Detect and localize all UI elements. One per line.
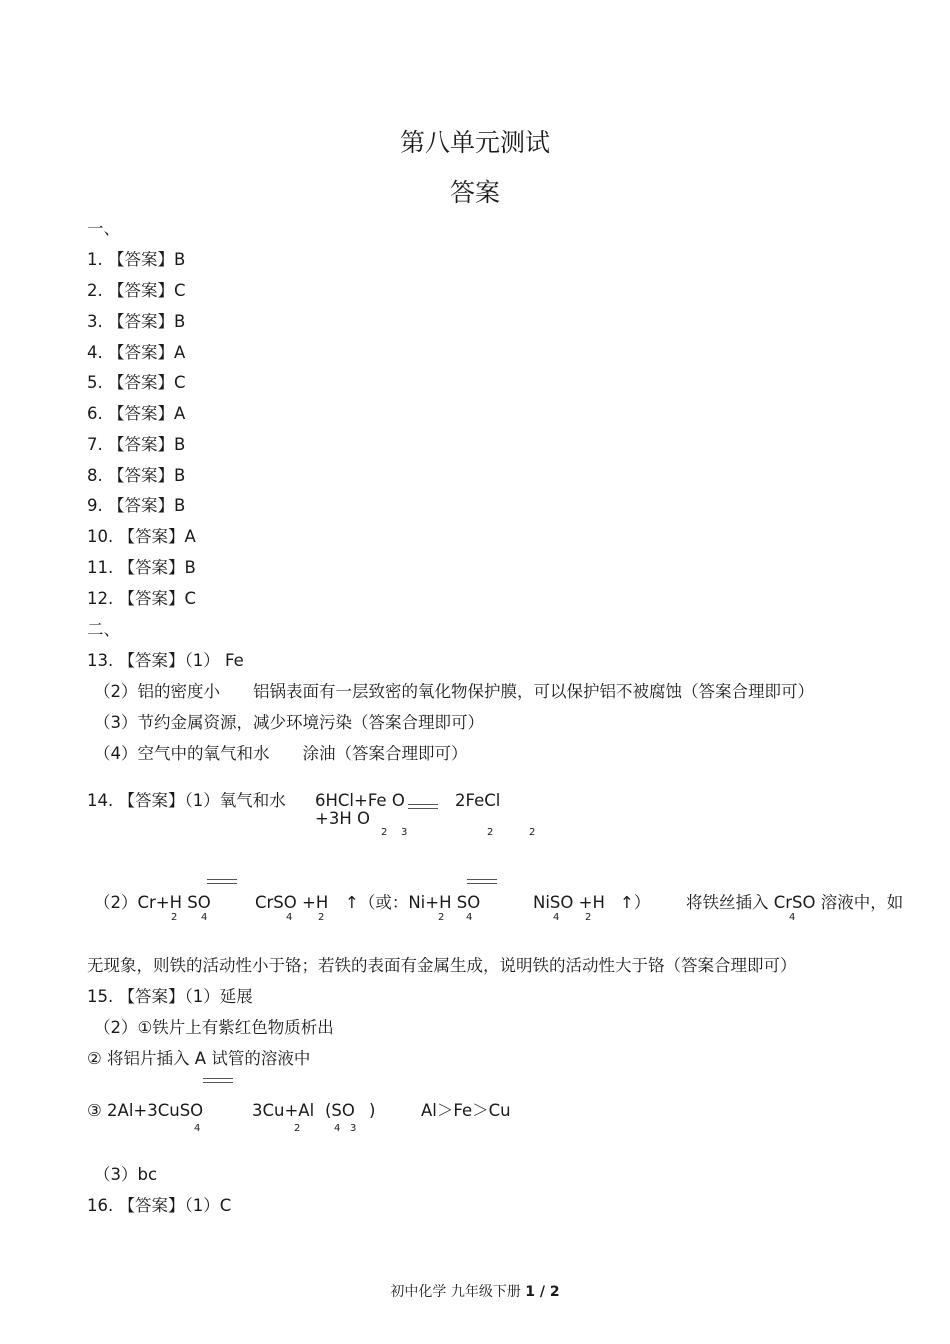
q15-equation-sulfate: (SO: [325, 1101, 355, 1120]
subscript: 2: [381, 827, 388, 838]
equals-sign-icon: [203, 1078, 233, 1083]
q15-part2: （2）①铁片上有紫红色物质析出: [94, 1018, 334, 1037]
q15-activity-order: Al＞Fe＞Cu: [421, 1101, 511, 1120]
subscript: 2: [529, 827, 536, 838]
q14-part2-cr-reactants: （2）Cr+H SO: [94, 893, 211, 912]
section-two-heading: 二、: [87, 620, 120, 639]
q13-answer-head: 13. 【答案】（1） Fe: [87, 651, 244, 670]
q14-equation1-left: 6HCl+Fe O: [315, 791, 405, 810]
page-subtitle: 答案: [449, 178, 500, 207]
q14-part2-ni-reactants: ↑（或：Ni+H SO: [345, 893, 481, 912]
q14-part2-close: ↑）: [620, 893, 651, 912]
answer-line: 7. 【答案】B: [87, 435, 186, 454]
q14-part2-cr-products: CrSO +H: [255, 893, 329, 912]
equals-sign-icon: [408, 804, 438, 809]
subscript: 4: [553, 912, 560, 923]
q13-part3: （3）节约金属资源，减少环境污染（答案合理即可）: [94, 713, 484, 732]
answer-line: 4. 【答案】A: [87, 343, 186, 362]
answer-line: 10. 【答案】A: [87, 527, 196, 546]
subscript: 2: [585, 912, 592, 923]
q15-part3: （3）bc: [94, 1165, 158, 1184]
q15-equation-products: 3Cu+Al: [252, 1101, 315, 1120]
answer-line: 3. 【答案】B: [87, 312, 186, 331]
page-footer: [0, 1281, 950, 1301]
subscript: 4: [201, 912, 208, 923]
answer-line: 11. 【答案】B: [87, 558, 196, 577]
answer-line: 2. 【答案】C: [87, 281, 186, 300]
section-one-heading: 一、: [87, 219, 120, 238]
answer-line: 9. 【答案】B: [87, 496, 186, 515]
subscript: 2: [294, 1123, 301, 1134]
q16-answer-head: 16. 【答案】（1）C: [87, 1196, 232, 1215]
equals-sign-icon: [207, 879, 237, 884]
q14-equation1-water: +3H O: [315, 809, 370, 828]
subscript: 2: [318, 912, 325, 923]
answer-line: 12. 【答案】C: [87, 589, 197, 608]
q14-answer-head: 14. 【答案】（1）氧气和水: [87, 791, 286, 810]
answer-line: 6. 【答案】A: [87, 404, 186, 423]
q14-part2-continued: 无现象，则铁的活动性小于铬；若铁的表面有金属生成，说明铁的活动性大于铬（答案合理即可）: [87, 956, 797, 975]
subscript: 2: [171, 912, 178, 923]
answer-line: 8. 【答案】B: [87, 466, 186, 485]
q14-part2-experiment: 将铁丝插入 CrSO 溶液中，如: [686, 893, 904, 912]
page-title: 第八单元测试: [399, 128, 550, 157]
q15-equation-reactants: ③ 2Al+3CuSO: [87, 1101, 204, 1120]
page-number: 1 / 2: [525, 1284, 560, 1300]
q13-part4: （4）空气中的氧气和水 涂油（答案合理即可）: [94, 744, 468, 763]
subscript: 3: [350, 1123, 357, 1134]
subscript: 4: [194, 1123, 201, 1134]
q15-part2-step2: ② 将铝片插入 A 试管的溶液中: [87, 1049, 311, 1068]
answer-line: 5. 【答案】C: [87, 373, 186, 392]
answer-line: 1. 【答案】B: [87, 250, 186, 269]
q15-equation-close: ): [369, 1101, 376, 1120]
footer-text: 初中化学 九年级下册: [390, 1284, 521, 1300]
equals-sign-icon: [467, 879, 497, 884]
subscript: 4: [286, 912, 293, 923]
subscript: 4: [466, 912, 473, 923]
subscript: 2: [438, 912, 445, 923]
subscript: 4: [334, 1123, 341, 1134]
q14-part2-ni-products: NiSO +H: [533, 893, 605, 912]
q13-part2: （2）铝的密度小 铝锅表面有一层致密的氧化物保护膜，可以保护铝不被腐蚀（答案合理即可）: [94, 682, 814, 701]
subscript: 3: [401, 827, 408, 838]
subscript: 2: [487, 827, 494, 838]
subscript: 4: [789, 912, 796, 923]
q14-equation1-right: 2FeCl: [455, 791, 501, 810]
q15-answer-head: 15. 【答案】（1）延展: [87, 987, 253, 1006]
